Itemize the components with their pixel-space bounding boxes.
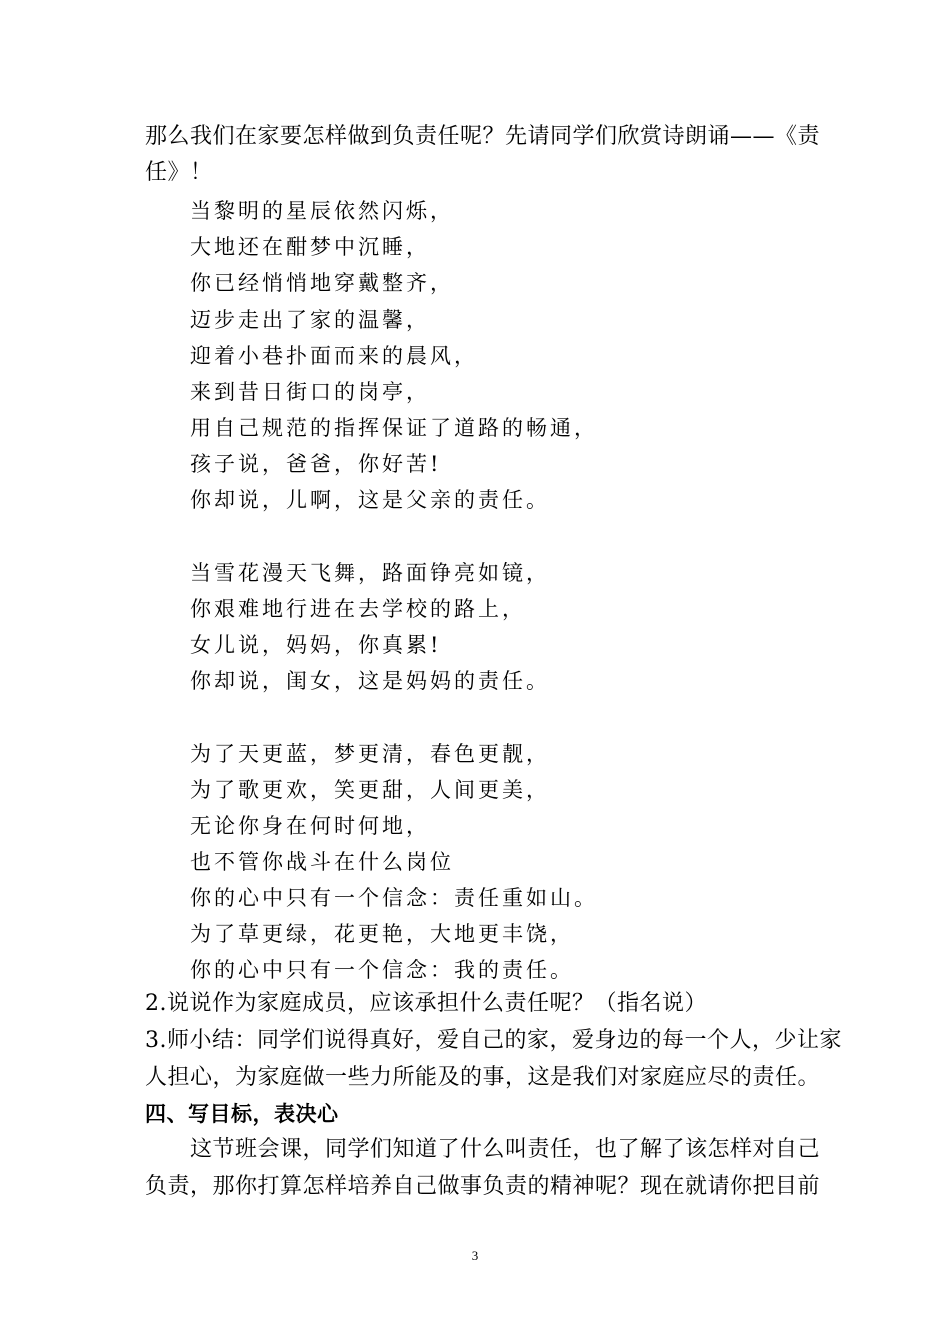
- poem-line: 你却说，闺女，这是妈妈的责任。: [190, 669, 550, 693]
- poem-line: 为了天更蓝，梦更清，春色更靓，: [190, 742, 550, 766]
- poem-line: 大地还在酣梦中沉睡，: [190, 235, 430, 259]
- intro-line-1: 那么我们在家要怎样做到负责任呢？先请同学们欣赏诗朗诵——《责: [145, 124, 821, 149]
- poem-line: 迎着小巷扑面而来的晨风，: [190, 344, 478, 368]
- poem-line: 你却说，儿啊，这是父亲的责任。: [190, 488, 550, 512]
- poem-line: 也不管你战斗在什么岗位: [190, 850, 454, 874]
- poem-line: 当雪花漫天飞舞，路面铮亮如镜，: [190, 561, 550, 585]
- poem-line: 你的心中只有一个信念：责任重如山。: [190, 886, 598, 910]
- poem-line: 当黎明的星辰依然闪烁，: [190, 199, 454, 223]
- poem-line: 你的心中只有一个信念：我的责任。: [190, 958, 574, 982]
- intro-line-2: 任》！: [145, 160, 213, 185]
- poem-line: 你已经悄悄地穿戴整齐，: [190, 271, 454, 295]
- item-2: 2.说说作为家庭成员，应该承担什么责任呢？（指名说）: [145, 991, 707, 1016]
- poem-line: 你艰难地行进在去学校的路上，: [190, 597, 526, 621]
- poem-line: 孩子说，爸爸，你好苦!: [190, 452, 442, 476]
- poem-line: 无论你身在何时何地，: [190, 814, 430, 838]
- page-number: 3: [471, 1248, 479, 1263]
- section-4-heading: 四、写目标，表决心: [145, 1102, 339, 1126]
- section-4-line-2: 负责，那你打算怎样培养自己做事负责的精神呢？现在就请你把目前: [145, 1174, 821, 1199]
- item-3-line-1: 3.师小结：同学们说得真好，爱自己的家，爱身边的每一个人，少让家: [145, 1028, 842, 1053]
- poem-line: 来到昔日街口的岗亭，: [190, 380, 430, 404]
- poem-line: 迈步走出了家的温馨，: [190, 308, 430, 332]
- poem-line: 女儿说，妈妈，你真累!: [190, 633, 442, 657]
- poem-line: 为了草更绿，花更艳，大地更丰饶，: [190, 922, 574, 946]
- item-3-line-2: 人担心，为家庭做一些力所能及的事，这是我们对家庭应尽的责任。: [145, 1065, 821, 1090]
- section-4-line-1: 这节班会课，同学们知道了什么叫责任，也了解了该怎样对自己: [190, 1137, 821, 1162]
- poem-line: 用自己规范的指挥保证了道路的畅通，: [190, 416, 598, 440]
- poem-line: 为了歌更欢，笑更甜，人间更美，: [190, 778, 550, 802]
